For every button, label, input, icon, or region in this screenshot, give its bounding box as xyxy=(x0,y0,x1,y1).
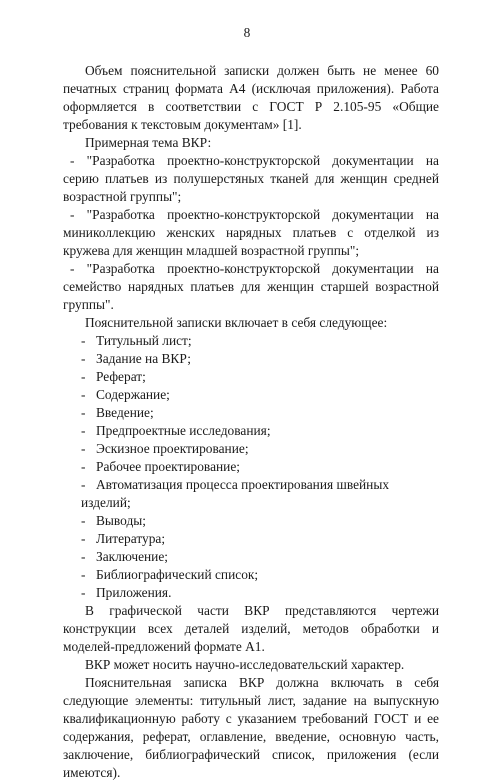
paragraph-topic-heading: Примерная тема ВКР: xyxy=(85,135,212,150)
list-item: - Задание на ВКР; xyxy=(81,351,192,366)
topic-item-3: - "Разработка проектно-конструкторской документации на семейство нарядных платьев для женщин старшей возрастной группы". xyxy=(63,261,439,312)
paragraph-contents-intro: Пояснительной записки включает в себя следующее: xyxy=(85,315,388,330)
list-item: - Реферат; xyxy=(81,369,146,384)
topic-item-1: - "Разработка проектно-конструкторской документации на серию платьев из полушерстяных тканей для женщин средней возрастной группы"; xyxy=(63,153,439,204)
list-item: - Заключение; xyxy=(81,549,169,564)
list-item: - Содержание; xyxy=(81,387,170,402)
list-item: - Предпроектные исследования; xyxy=(81,423,271,438)
list-item: - Библиографический список; xyxy=(81,567,259,582)
list-item: - Литература; xyxy=(81,531,166,546)
list-item: - Эскизное проектирование; xyxy=(81,441,249,456)
list-item: - Выводы; xyxy=(81,513,146,528)
paragraph-graphic-part: В графической части ВКР представляются чертежи конструкции всех деталей изделий, методов обработки и моделей-предложений формате А1. xyxy=(63,603,439,654)
paragraph-volume: Объем пояснительной записки должен быть не менее 60 печатных страниц формата А4 (исключая приложения). Работа оформляется в соответствии с ГОСТ Р 2.105-95 «Общие требования к текстовым документам» [1]. xyxy=(63,63,439,132)
list-item: - Введение; xyxy=(81,405,154,420)
list-item: - Автоматизация процесса проектирования швейных изделий; xyxy=(81,477,390,510)
list-item: - Приложения. xyxy=(81,585,172,600)
paragraph-note-elements: Пояснительная записка ВКР должна включать в себя следующие элементы: титульный лист, задание на выпускную квалификационную работу с указанием требований ГОСТ и ее содержания, реферат, оглавление, введение, основную часть, заключение, библиографический список, приложения (если имеются). xyxy=(63,675,439,780)
paragraph-research-nature: ВКР может носить научно-исследовательский характер. xyxy=(85,657,405,672)
topic-item-2: - "Разработка проектно-конструкторской документации на миниколлекцию женских нарядных платьев с отделкой из кружева для женщин младшей возрастной группы"; xyxy=(63,207,439,258)
page-number: 8 xyxy=(243,25,251,40)
contents-list xyxy=(63,332,439,602)
list-item: - Титульный лист; xyxy=(81,333,192,348)
document-body xyxy=(63,62,439,782)
list-item: - Рабочее проектирование; xyxy=(81,459,241,474)
